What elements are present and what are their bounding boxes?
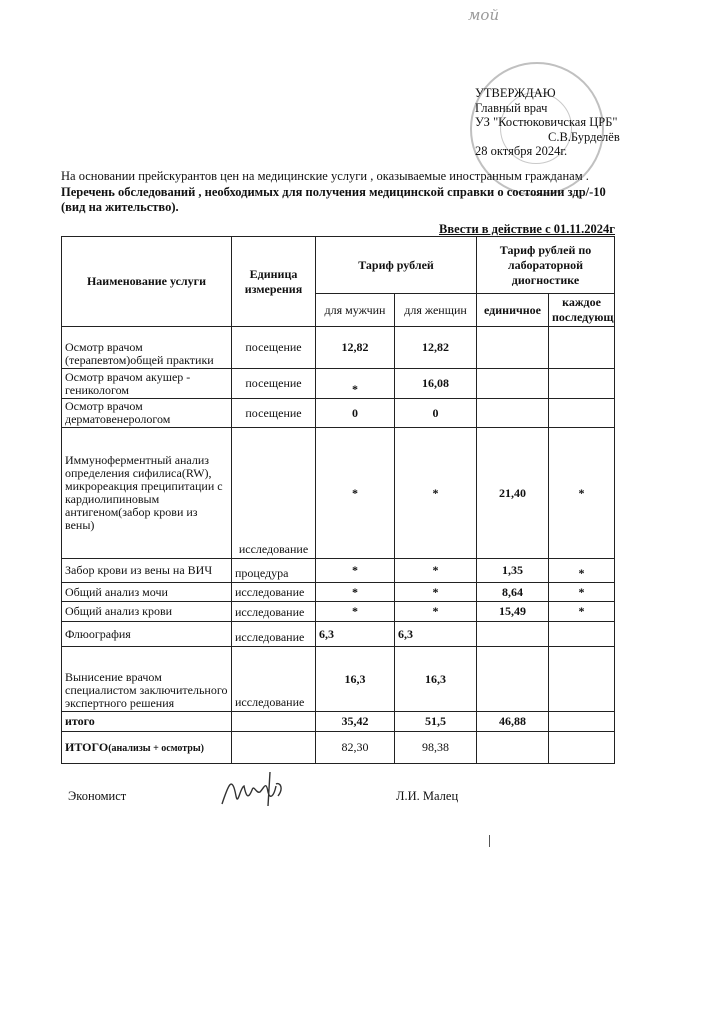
tariff-women: 12,82 [395, 327, 477, 369]
lab-single: 8,64 [477, 583, 549, 602]
header-unit: Единица измерения [232, 237, 316, 327]
total-single: 46,88 [477, 712, 549, 732]
table-row [62, 327, 615, 369]
grand-total-men: 82,30 [316, 732, 395, 764]
tariff-men: 6,3 [316, 622, 395, 647]
lab-single [477, 399, 549, 428]
total-next-empty [549, 712, 615, 732]
intro-text: На основании прейскурантов цен на медицинские услуги , оказываемые иностранным гражданам . [61, 169, 589, 183]
lab-single [477, 327, 549, 369]
service-unit: исследование [232, 428, 316, 559]
total-men: 35,42 [316, 712, 395, 732]
approval-position: Главный врач [475, 100, 548, 115]
header-tariff: Тариф рублей [316, 237, 477, 294]
tariff-women: * [395, 583, 477, 602]
lab-next [549, 647, 615, 712]
total-label: итого [62, 712, 232, 732]
lab-next [549, 369, 615, 399]
service-unit: исследование [232, 647, 316, 712]
header-row-1 [62, 237, 615, 294]
total-row [62, 712, 615, 732]
service-name: Флюография [62, 622, 232, 647]
lab-next [549, 327, 615, 369]
header-lab-tariff: Тариф рублей по лабораторной диогностике [477, 237, 615, 294]
service-unit: посещение [232, 327, 316, 369]
tariff-women: 0 [395, 399, 477, 428]
service-unit: посещение [232, 369, 316, 399]
grand-total-label: ИТОГО [65, 740, 109, 754]
approval-date: 28 октября 2024г. [475, 144, 568, 158]
tariff-men: 16,3 [316, 647, 395, 712]
service-name: Иммуноферментный анализ определения сифилиса(RW), микрореакция преципитации с кардиолипиновым антигеном(забор крови из вены) [62, 428, 232, 559]
table-row [62, 369, 615, 399]
tariff-men: * [316, 428, 395, 559]
header-men: для мужчин [316, 294, 395, 327]
lab-next [549, 399, 615, 428]
lab-next [549, 622, 615, 647]
service-name: Осмотр врачом (терапевтом)общей практики [62, 327, 232, 369]
signature-position: Экономист [68, 789, 127, 803]
approval-institution: УЗ "Костюковичская ЦРБ" [475, 115, 618, 129]
lab-single [477, 369, 549, 399]
total-women: 51,5 [395, 712, 477, 732]
service-unit: исследование [232, 583, 316, 602]
lab-next: * [549, 428, 615, 559]
approval-name: С.В.Бурделёв [548, 129, 620, 144]
grand-total-label-cell [62, 732, 232, 764]
header-service: Наименование услуги [62, 237, 232, 327]
service-name: Осмотр врачом акушер - геникологом [62, 369, 232, 399]
lab-single: 1,35 [477, 559, 549, 583]
lab-next: * [549, 602, 615, 622]
tariff-women: 6,3 [395, 622, 477, 647]
lab-single [477, 647, 549, 712]
stray-mark [489, 835, 490, 847]
lab-single: 15,49 [477, 602, 549, 622]
service-unit: посещение [232, 399, 316, 428]
table-row [62, 428, 615, 559]
lab-next: * [549, 559, 615, 583]
service-name: Общий анализ мочи [62, 583, 232, 602]
tariff-men: * [316, 602, 395, 622]
tariff-women: 16,08 [395, 369, 477, 399]
lab-next: * [549, 583, 615, 602]
lab-single [477, 622, 549, 647]
total-unit-empty [232, 712, 316, 732]
tariff-men: * [316, 369, 395, 399]
tariff-table [61, 236, 615, 764]
tariff-men: * [316, 583, 395, 602]
table-row [62, 602, 615, 622]
table-row [62, 399, 615, 428]
service-unit: процедура [232, 559, 316, 583]
handwritten-note: мой [468, 6, 500, 24]
grand-total-row [62, 732, 615, 764]
tariff-women: * [395, 559, 477, 583]
table-row [62, 647, 615, 712]
table-row [62, 583, 615, 602]
tariff-women: * [395, 602, 477, 622]
tariff-women: * [395, 428, 477, 559]
grand-total-single-empty [477, 732, 549, 764]
service-name: Забор крови из вены на ВИЧ [62, 559, 232, 583]
approval-block [475, 86, 620, 159]
service-unit: исследование [232, 602, 316, 622]
grand-total-label-suffix: (анализы + осмотры) [108, 743, 204, 754]
document-title: Перечень обследований , необходимых для получения медицинской справки о состоянии здр/-10 (вид на жительство). [61, 185, 606, 214]
grand-total-next-empty [549, 732, 615, 764]
grand-total-unit-empty [232, 732, 316, 764]
signature-name: Л.И. Малец [396, 789, 459, 803]
table-row [62, 559, 615, 583]
tariff-men: 12,82 [316, 327, 395, 369]
service-name: Общий анализ крови [62, 602, 232, 622]
effective-date: Ввести в действие с 01.11.2024г [439, 222, 615, 236]
lab-single: 21,40 [477, 428, 549, 559]
service-name: Вынисение врачом специалистом заключительного экспертного решения [62, 647, 232, 712]
grand-total-women: 98,38 [395, 732, 477, 764]
approval-heading: УТВЕРЖДАЮ [475, 86, 556, 100]
tariff-women: 16,3 [395, 647, 477, 712]
tariff-men: 0 [316, 399, 395, 428]
header-women: для женщин [395, 294, 477, 327]
tariff-men: * [316, 559, 395, 583]
service-unit: исследование [232, 622, 316, 647]
service-name: Осмотр врачом дерматовенерологом [62, 399, 232, 428]
handwritten-signature [218, 766, 288, 812]
header-each-next: каждое последующ [549, 294, 615, 327]
table-row [62, 622, 615, 647]
header-single: единичное [477, 294, 549, 327]
